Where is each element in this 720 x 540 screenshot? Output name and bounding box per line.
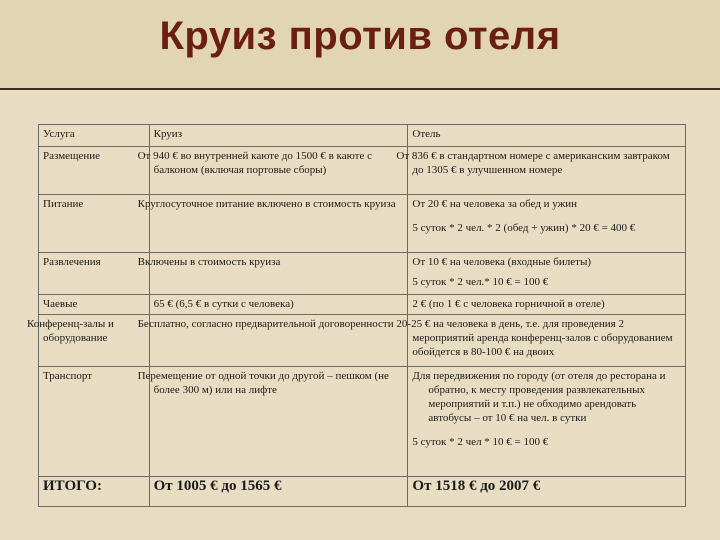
row-cruise: От 940 € во внутренней каюте до 1500 € в каюте с балконом (включая портовые сборы) [149,147,408,195]
row-hotel: 2 € (по 1 € с человека горничной в отеле) [408,295,686,315]
row-hotel [408,195,686,253]
table-row [39,195,686,253]
total-row [39,477,686,507]
hotel-calc: 5 суток * 2 чел. * 2 (обед + ужин) * 20 € = 400 € [412,222,636,234]
table-row [39,315,686,367]
row-cruise: Включены в стоимость круиза [149,253,408,295]
table-row [39,295,686,315]
row-hotel [408,253,686,295]
row-service: Размещение [39,147,150,195]
header-service: Услуга [39,125,150,147]
row-service: Конференц-залы и оборудование [39,315,150,367]
table-header-row [39,125,686,147]
slide-title: Круиз против отеля [159,14,561,58]
hotel-text: От 10 € на человека (входные билеты) [412,256,591,268]
total-label: ИТОГО: [39,477,150,507]
total-hotel: От 1518 € до 2007 € [408,477,686,507]
row-hotel: 20-25 € на человека в день, т.е. для проведения 2 мероприятий аренда конференц-залов с оборудованием обойдется в 80-100 € на двоих [408,315,686,367]
row-service: Транспорт [39,367,150,477]
hotel-text: От 20 € на человека за обед и ужин [412,198,578,210]
row-service: Питание [39,195,150,253]
row-hotel [408,367,686,477]
table-row [39,147,686,195]
hotel-text: Для передвижения по городу (от отеля до ресторана и обратно, к месту проведения развлекательных мероприятий и т.п.) не обходимо арендовать автобусы – от 10 € на чел. в сутки [412,370,666,424]
table-row [39,253,686,295]
total-cruise: От 1005 € до 1565 € [149,477,408,507]
hotel-calc: 5 суток * 2 чел.* 10 € = 100 € [412,276,549,288]
header-hotel: Отель [408,125,686,147]
comparison-table [27,124,686,507]
row-cruise: Перемещение от одной точки до другой – пешком (не более 300 м) или на лифте [149,367,408,477]
row-cruise: 65 € (6,5 € в сутки с человека) [149,295,408,315]
header-cruise: Круиз [149,125,408,147]
row-service: Чаевые [39,295,150,315]
row-cruise: Бесплатно, согласно предварительной договоренности [149,315,408,367]
title-band [0,0,720,90]
row-service: Развлечения [39,253,150,295]
table-row [39,367,686,477]
row-cruise: Круглосуточное питание включено в стоимость круиза [149,195,408,253]
row-hotel: От 836 € в стандартном номере с американским завтраком до 1305 € в улучшенном номере [408,147,686,195]
hotel-calc: 5 суток * 2 чел * 10 € = 100 € [412,436,549,448]
